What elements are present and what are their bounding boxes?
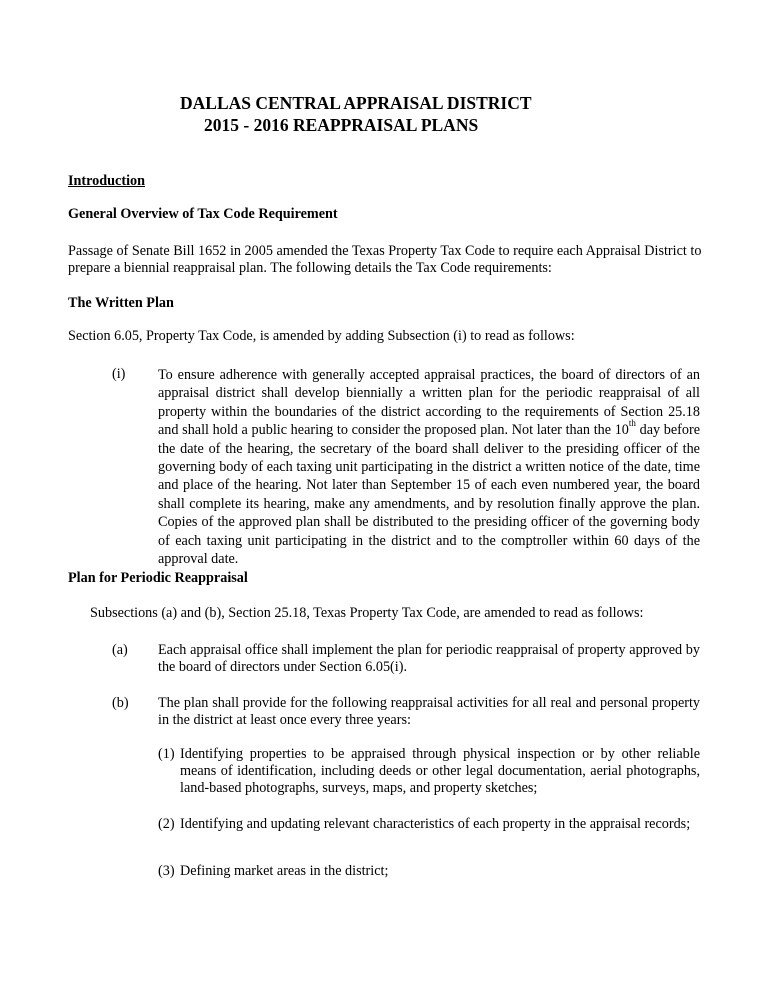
written-plan-heading: The Written Plan [68, 295, 174, 311]
document-subtitle: 2015 - 2016 REAPPRAISAL PLANS [204, 115, 479, 135]
subitem-label-1: (1) [158, 746, 175, 762]
overview-heading: General Overview of Tax Code Requirement [68, 206, 338, 222]
item-label-i: (i) [112, 366, 126, 382]
periodic-lead: Subsections (a) and (b), Section 25.18, Texas Property Tax Code, are amended to read as follows: [90, 605, 644, 621]
subitem-label-2: (2) [158, 816, 175, 832]
periodic-heading: Plan for Periodic Reappraisal [68, 570, 248, 586]
item-text-b: The plan shall provide for the following reappraisal activities for all real and personal property in the district at least once every three years: [158, 695, 700, 728]
ordinal-suffix: th [628, 418, 636, 429]
item-text-part1: To ensure adherence with generally accepted appraisal practices, the board of directors of an appraisal district shall develop biennially a written plan for the periodic reappraisal of all property within the boundaries of the district according to the requirements of Section 25.18 and shall hold a public hearing to consider the proposed plan. Not later than the 10 [158, 367, 700, 439]
written-plan-lead: Section 6.05, Property Tax Code, is amended by adding Subsection (i) to read as follows: [68, 328, 575, 344]
introduction-heading: Introduction [68, 173, 145, 189]
item-label-b: (b) [112, 695, 129, 711]
item-label-a: (a) [112, 642, 128, 658]
document-title: DALLAS CENTRAL APPRAISAL DISTRICT [180, 93, 532, 113]
item-text-a: Each appraisal office shall implement the plan for periodic reappraisal of property approved by the board of directors under Section 6.05(i). [158, 642, 700, 675]
overview-paragraph: Passage of Senate Bill 1652 in 2005 amended the Texas Property Tax Code to require each Appraisal District to prepare a biennial reappraisal plan. The following details the Tax Code requirements: [68, 243, 702, 276]
subitem-text-1: Identifying properties to be appraised through physical inspection or by other reliable means of identification, including deeds or other legal documentation, aerial photographs, land-based photographs, surveys, maps, and property sketches; [180, 746, 700, 796]
subitem-label-3: (3) [158, 863, 175, 879]
item-text-part2: day before the date of the hearing, the secretary of the board shall deliver to the presiding officer of the governing body of each taxing unit participating in the district a written notice of the date, time and place of the hearing. Not later than September 15 of each even numbered year, the board shall complete its hearing, make any amendments, and by resolution finally approve the plan. Copies of the approved plan shall be distributed to the presiding officer of the governing body of each taxing unit participating in the district and to the comptroller within 60 days of the approval date. [158, 422, 701, 568]
subitem-text-2: Identifying and updating relevant characteristics of each property in the appraisal records; [180, 816, 691, 832]
written-plan-item-text [158, 366, 700, 568]
subitem-text-3: Defining market areas in the district; [180, 863, 389, 879]
